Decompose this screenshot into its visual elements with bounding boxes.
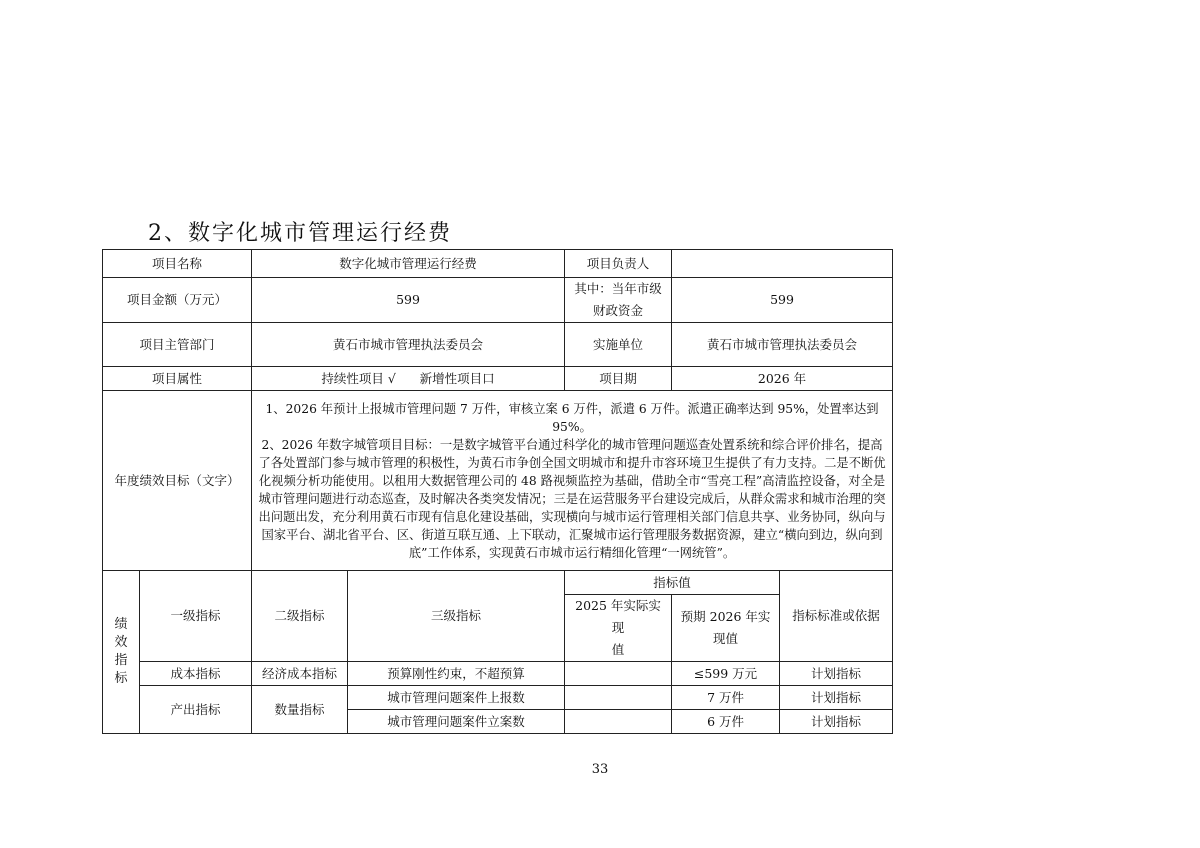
row-level3: 预算刚性约束，不超预算: [348, 662, 565, 686]
goal-line-2: 2、2026 年数字城管项目目标：一是数字城管平台通过科学化的城市管理问题巡查处置系统和综合评价排名，提高了各处置部门参与城市管理的积极性，为黄石市争创全国文明城市和提升市容环境卫生提供了有力支持。二是不断优化视频分析功能使用。以租用大数据管理公司的 48 路视频监控为基础，借助全市“雪亮工程”高清监控设备，对全是城市管理问题进行动态巡查，及时解决各类突发情况；三是在运营服务平台建设完成后，从群众需求和城市治理的突出问题出发，充分利用黄石市现有信息化建设基础，实现横向与城市运行管理相关部门信息共享、业务协同，纵向与国家平台、湖北省平台、区、街道互联互通、上下联动，汇聚城市运行管理服务数据资源，建立“横向到边，纵向到底”工作体系，实现黄石市城市运行精细化管理“一网统管”。: [258, 437, 886, 560]
goal-text: [252, 391, 893, 571]
perf-char: 效: [114, 635, 128, 650]
section-heading: 2、数字化城市管理运行经费: [148, 221, 452, 246]
row-expected-2026: 7 万件: [672, 686, 780, 710]
city-fund-value: 599: [672, 278, 893, 323]
table-row: [103, 662, 893, 686]
col-2025-line1: 2025 年实际实现: [575, 598, 661, 635]
row-level1: 产出指标: [140, 686, 252, 734]
dept-value: 黄石市城市管理执法委员会: [252, 323, 565, 367]
amount-value: 599: [252, 278, 565, 323]
city-fund-label: [565, 278, 672, 323]
period-value: 2026 年: [672, 367, 893, 391]
col-header-basis: 指标标准或依据: [780, 571, 893, 662]
impl-value: 黄石市城市管理执法委员会: [672, 323, 893, 367]
attr-value: 持续性项目 √ 新增性项目口: [252, 367, 565, 391]
city-fund-label-line1: 其中：当年市级: [574, 281, 662, 296]
project-name-label: 项目名称: [103, 250, 252, 278]
project-leader-label: 项目负责人: [565, 250, 672, 278]
row-level3: 城市管理问题案件立案数: [348, 710, 565, 734]
dept-label: 项目主管部门: [103, 323, 252, 367]
row-level3: 城市管理问题案件上报数: [348, 686, 565, 710]
row-basis: 计划指标: [780, 686, 893, 710]
row-level2: 经济成本指标: [252, 662, 348, 686]
row-level2: 数量指标: [252, 686, 348, 734]
goal-line-1: 1、2026 年预计上报城市管理问题 7 万件，审核立案 6 万件，派遣 6 万件。派遣正确率达到 95%，处置率达到 95%。: [265, 401, 879, 434]
col-header-level1: 一级指标: [140, 571, 252, 662]
project-performance-table: [102, 249, 893, 734]
perf-char: 绩: [114, 617, 128, 632]
perf-char: 指: [114, 653, 128, 668]
col-2026-line2: 现值: [713, 631, 739, 646]
performance-indicator-label: [103, 571, 140, 734]
perf-char: 标: [114, 671, 128, 686]
city-fund-label-line2: 财政资金: [593, 303, 644, 318]
project-leader-value: [672, 250, 893, 278]
page-number: 33: [591, 762, 609, 777]
goal-label: 年度绩效目标（文字）: [103, 391, 252, 571]
col-header-index-value: 指标值: [565, 571, 780, 595]
row-actual-2025: [565, 662, 672, 686]
col-header-level3: 三级指标: [348, 571, 565, 662]
amount-label: 项目金额（万元）: [103, 278, 252, 323]
row-actual-2025: [565, 686, 672, 710]
col-header-2025: [565, 595, 672, 662]
period-label: 项目期: [565, 367, 672, 391]
row-basis: 计划指标: [780, 710, 893, 734]
col-2025-line2: 值: [611, 642, 625, 657]
col-header-level2: 二级指标: [252, 571, 348, 662]
row-basis: 计划指标: [780, 662, 893, 686]
table-row: [103, 686, 893, 710]
impl-label: 实施单位: [565, 323, 672, 367]
row-expected-2026: ≤599 万元: [672, 662, 780, 686]
row-actual-2025: [565, 710, 672, 734]
project-name-value: 数字化城市管理运行经费: [252, 250, 565, 278]
attr-label: 项目属性: [103, 367, 252, 391]
row-level1: 成本指标: [140, 662, 252, 686]
col-header-2026: [672, 595, 780, 662]
row-expected-2026: 6 万件: [672, 710, 780, 734]
col-2026-line1: 预期 2026 年实: [680, 609, 771, 624]
